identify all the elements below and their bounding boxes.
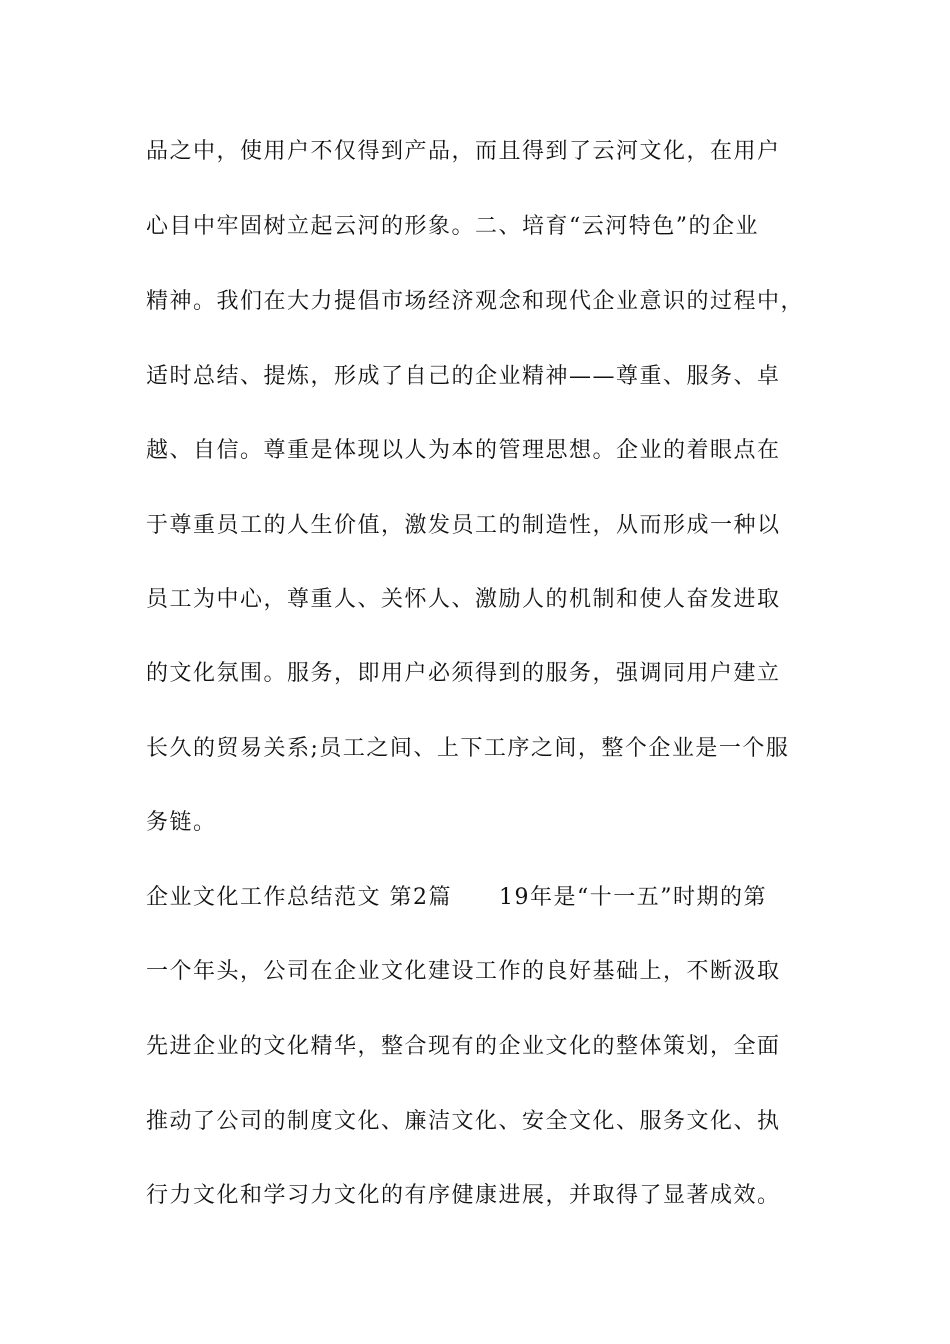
text-line-4: 适时总结、提炼，形成了自己的企业精神——尊重、服务、卓 bbox=[146, 364, 781, 389]
text-line-15: 行力文化和学习力文化的有序健康进展，并取得了显著成效。 bbox=[146, 1183, 781, 1208]
text-line-13: 先进企业的文化精华，整合现有的企业文化的整体策划，全面 bbox=[146, 1034, 781, 1059]
text-line-6: 于尊重员工的人生价值，激发员工的制造性，从而形成一种以 bbox=[146, 513, 781, 538]
text-line-7: 员工为中心，尊重人、关怀人、激励人的机制和使人奋发进取 bbox=[146, 587, 781, 612]
text-line-2: 心目中牢固树立起云河的形象。二、培育“云河特色”的企业 bbox=[146, 214, 759, 239]
text-line-8: 的文化氛围。服务，即用户必须得到的服务，强调同用户建立 bbox=[146, 661, 781, 686]
text-line-14: 推动了公司的制度文化、廉洁文化、安全文化、服务文化、执 bbox=[146, 1109, 781, 1134]
text-line-5: 越、自信。尊重是体现以人为本的管理思想。企业的着眼点在 bbox=[146, 438, 781, 463]
text-line-3: 精神。我们在大力提倡市场经济观念和现代企业意识的过程中， bbox=[146, 289, 805, 314]
text-line-10: 务链。 bbox=[146, 810, 217, 835]
text-line-12: 一个年头，公司在企业文化建设工作的良好基础上，不断汲取 bbox=[146, 959, 781, 984]
section-heading-line: 企业文化工作总结范文 第2篇 19年是“十一五”时期的第 bbox=[146, 885, 767, 910]
text-line-9: 长久的贸易关系;员工之间、上下工序之间，整个企业是一个服 bbox=[146, 736, 790, 761]
text-line-1: 品之中，使用户不仅得到产品，而且得到了云河文化，在用户 bbox=[146, 139, 781, 164]
